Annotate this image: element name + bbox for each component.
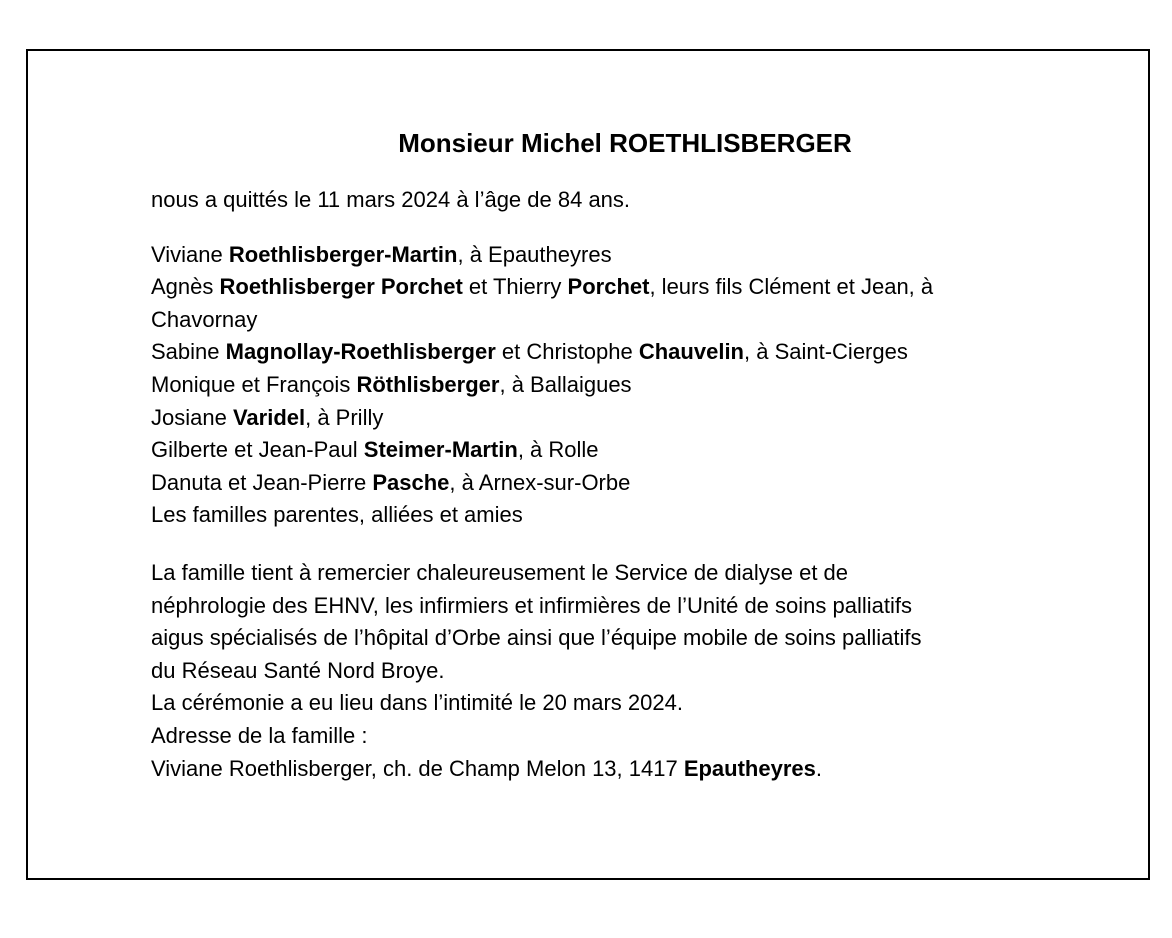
notice-title: Monsieur Michel ROETHLISBERGER <box>398 128 852 158</box>
family-entry: Les familles parentes, alliées et amies <box>151 502 523 528</box>
notice-content <box>151 184 941 785</box>
address-label: Adresse de la famille : <box>151 722 368 748</box>
family-entry: Viviane Roethlisberger-Martin, à Epautheyres <box>151 241 612 267</box>
family-entry: Gilberte et Jean-Paul Steimer-Martin, à Rolle <box>151 437 599 463</box>
ceremony-text: La cérémonie a eu lieu dans l’intimité le 20 mars 2024. <box>151 690 683 716</box>
family-entry: Agnès Roethlisberger Porchet et Thierry Porchet, leurs fils Clément et Jean, à Chavornay <box>151 274 934 332</box>
intro-text: nous a quittés le 11 mars 2024 à l’âge de 84 ans. <box>151 187 631 212</box>
family-address: Viviane Roethlisberger, ch. de Champ Melon 13, 1417 Epautheyres. <box>151 755 822 781</box>
family-entry: Sabine Magnollay-Roethlisberger et Christophe Chauvelin, à Saint-Cierges <box>151 339 908 365</box>
thanks-text: La famille tient à remercier chaleureusement le Service de dialyse et de néphrologie des EHNV, les infirmiers et infirmières de l’Unité de soins palliatifs aigus spécialisés de l’hôpital d’Orbe ainsi que l’équipe mobile de soins palliatifs du Réseau Santé Nord Broye. <box>151 559 922 683</box>
family-entry: Danuta et Jean-Pierre Pasche, à Arnex-sur-Orbe <box>151 469 631 495</box>
family-entry: Josiane Varidel, à Prilly <box>151 404 384 430</box>
family-list <box>151 239 941 532</box>
family-entry: Monique et François Röthlisberger, à Ballaigues <box>151 371 632 397</box>
